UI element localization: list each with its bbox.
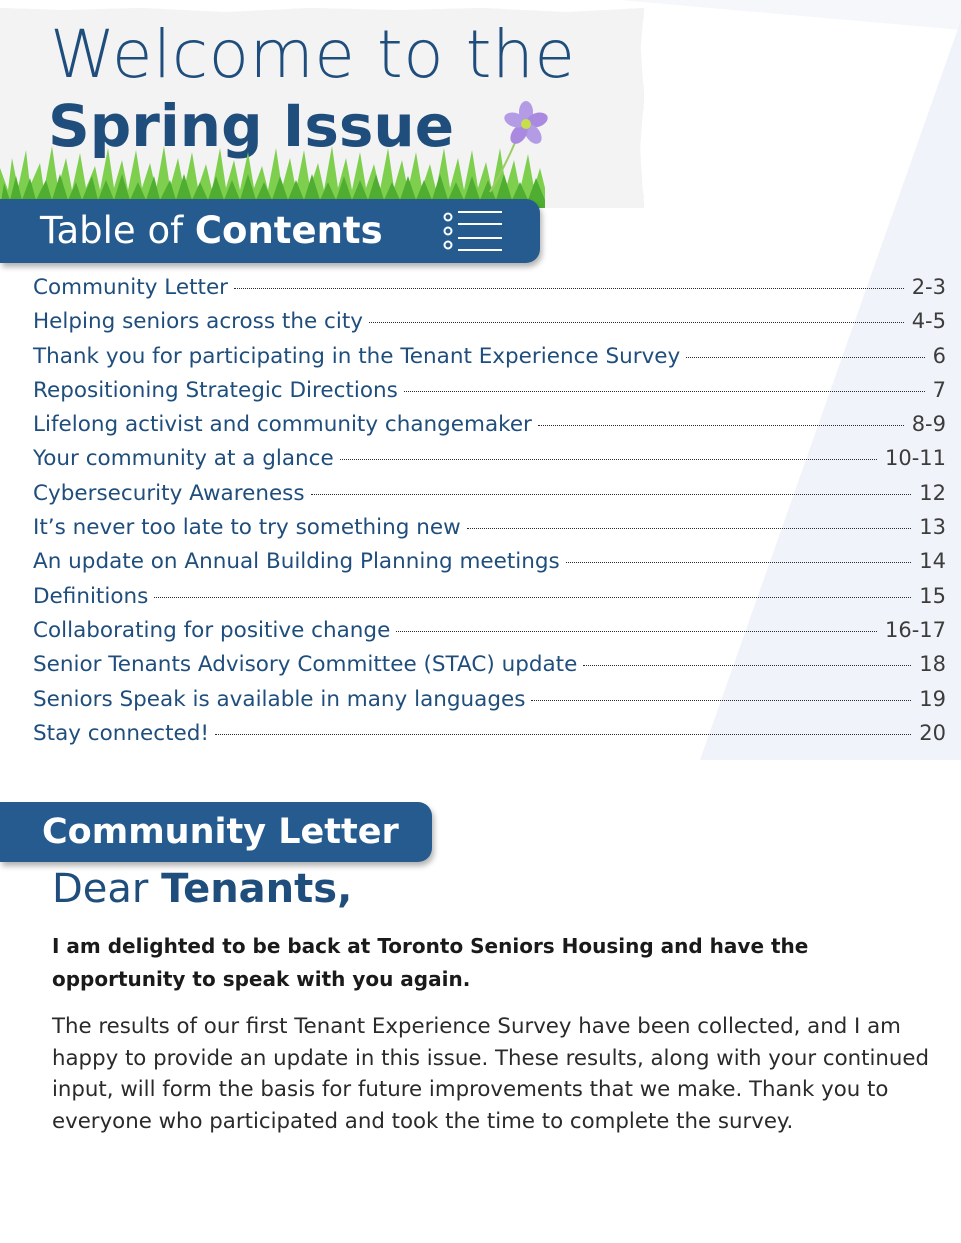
toc-item-page: 13	[919, 515, 946, 540]
dot-leader	[583, 665, 911, 666]
toc-item-title: Stay connected!	[33, 720, 210, 746]
toc-item[interactable]	[33, 721, 946, 755]
toc-item[interactable]	[33, 412, 946, 446]
dot-leader	[538, 425, 904, 426]
dot-leader	[154, 597, 911, 598]
toc-item-page: 20	[919, 720, 946, 745]
header-banner	[0, 0, 648, 212]
dot-leader	[369, 322, 904, 323]
dot-leader	[311, 494, 912, 495]
toc-item[interactable]	[33, 481, 946, 515]
dot-leader	[396, 631, 877, 632]
greeting-plain: Dear	[52, 866, 162, 912]
dot-leader	[531, 700, 911, 701]
toc-item-page: 14	[919, 549, 946, 574]
toc-item[interactable]	[33, 344, 946, 378]
toc-item-page: 8-9	[911, 412, 946, 437]
dot-leader	[234, 288, 904, 289]
toc-item-page: 19	[919, 686, 946, 711]
grass-illustration	[0, 128, 545, 208]
banner-title-line2: Spring Issue	[48, 92, 455, 160]
toc-item-page: 18	[919, 652, 946, 677]
toc-item-page: 16-17	[884, 617, 946, 642]
list-icon	[442, 210, 504, 252]
toc-item-title: Seniors Speak is available in many languages	[33, 686, 526, 712]
toc-heading-bold: Contents	[194, 209, 383, 252]
letter-greeting	[52, 866, 352, 912]
toc-header-tab	[0, 199, 540, 263]
toc-item[interactable]	[33, 652, 946, 686]
dot-leader	[686, 357, 924, 358]
toc-item-page: 2-3	[911, 275, 946, 299]
toc-item[interactable]	[33, 309, 946, 343]
dot-leader	[215, 734, 911, 735]
toc-item-title: Collaborating for positive change	[33, 617, 391, 643]
toc-item-title: Repositioning Strategic Directions	[33, 377, 398, 403]
letter-lead-paragraph: I am delighted to be back at Toronto Seniors Housing and have the opportunity to speak with you again.	[52, 934, 809, 991]
toc-heading	[40, 211, 383, 252]
banner-title-line1: Welcome to the	[50, 16, 576, 93]
toc-item-title: It’s never too late to try something new	[33, 515, 461, 541]
dot-leader	[340, 459, 877, 460]
toc-item-page: 15	[919, 583, 946, 608]
toc-item-title: An update on Annual Building Planning meetings	[33, 549, 560, 575]
toc-item-page: 10-11	[884, 446, 946, 471]
toc-item[interactable]	[33, 618, 946, 652]
toc-item[interactable]	[33, 275, 946, 309]
dot-leader	[404, 391, 925, 392]
toc-item-page: 6	[932, 343, 946, 368]
dot-leader	[467, 528, 912, 529]
toc-list	[33, 275, 946, 755]
toc-item-title: Community Letter	[33, 275, 229, 300]
toc-item-title: Lifelong activist and community changemaker	[33, 412, 532, 438]
toc-item-title: Helping seniors across the city	[33, 309, 363, 335]
community-letter-tab	[0, 802, 432, 862]
toc-item-page: 12	[919, 480, 946, 505]
toc-item[interactable]	[33, 515, 946, 549]
toc-item-title: Cybersecurity Awareness	[33, 480, 305, 506]
toc-item[interactable]	[33, 378, 946, 412]
toc-item-page: 4-5	[911, 309, 946, 334]
toc-heading-plain: Table of	[40, 209, 195, 252]
community-letter-heading: Community Letter	[42, 812, 399, 852]
toc-item[interactable]	[33, 446, 946, 480]
toc-item[interactable]	[33, 549, 946, 583]
toc-item[interactable]	[33, 687, 946, 721]
toc-item[interactable]	[33, 584, 946, 618]
flower-icon	[482, 94, 562, 194]
toc-item-title: Thank you for participating in the Tenant Experience Survey	[33, 343, 681, 369]
letter-body-paragraph: The results of our first Tenant Experience Survey have been collected, and I am happy to provide an update in this issue. These results, along with your continued input, will form the basis for future improvements that we make. Thank you to everyone who participated and took the time to complete the survey.	[52, 1014, 930, 1134]
toc-item-title: Senior Tenants Advisory Committee (STAC) update	[33, 652, 578, 678]
toc-item-title: Your community at a glance	[33, 446, 334, 472]
greeting-bold: Tenants,	[161, 866, 353, 912]
toc-item-title: Definitions	[33, 583, 149, 609]
toc-item-page: 7	[932, 377, 946, 402]
dot-leader	[566, 562, 912, 563]
